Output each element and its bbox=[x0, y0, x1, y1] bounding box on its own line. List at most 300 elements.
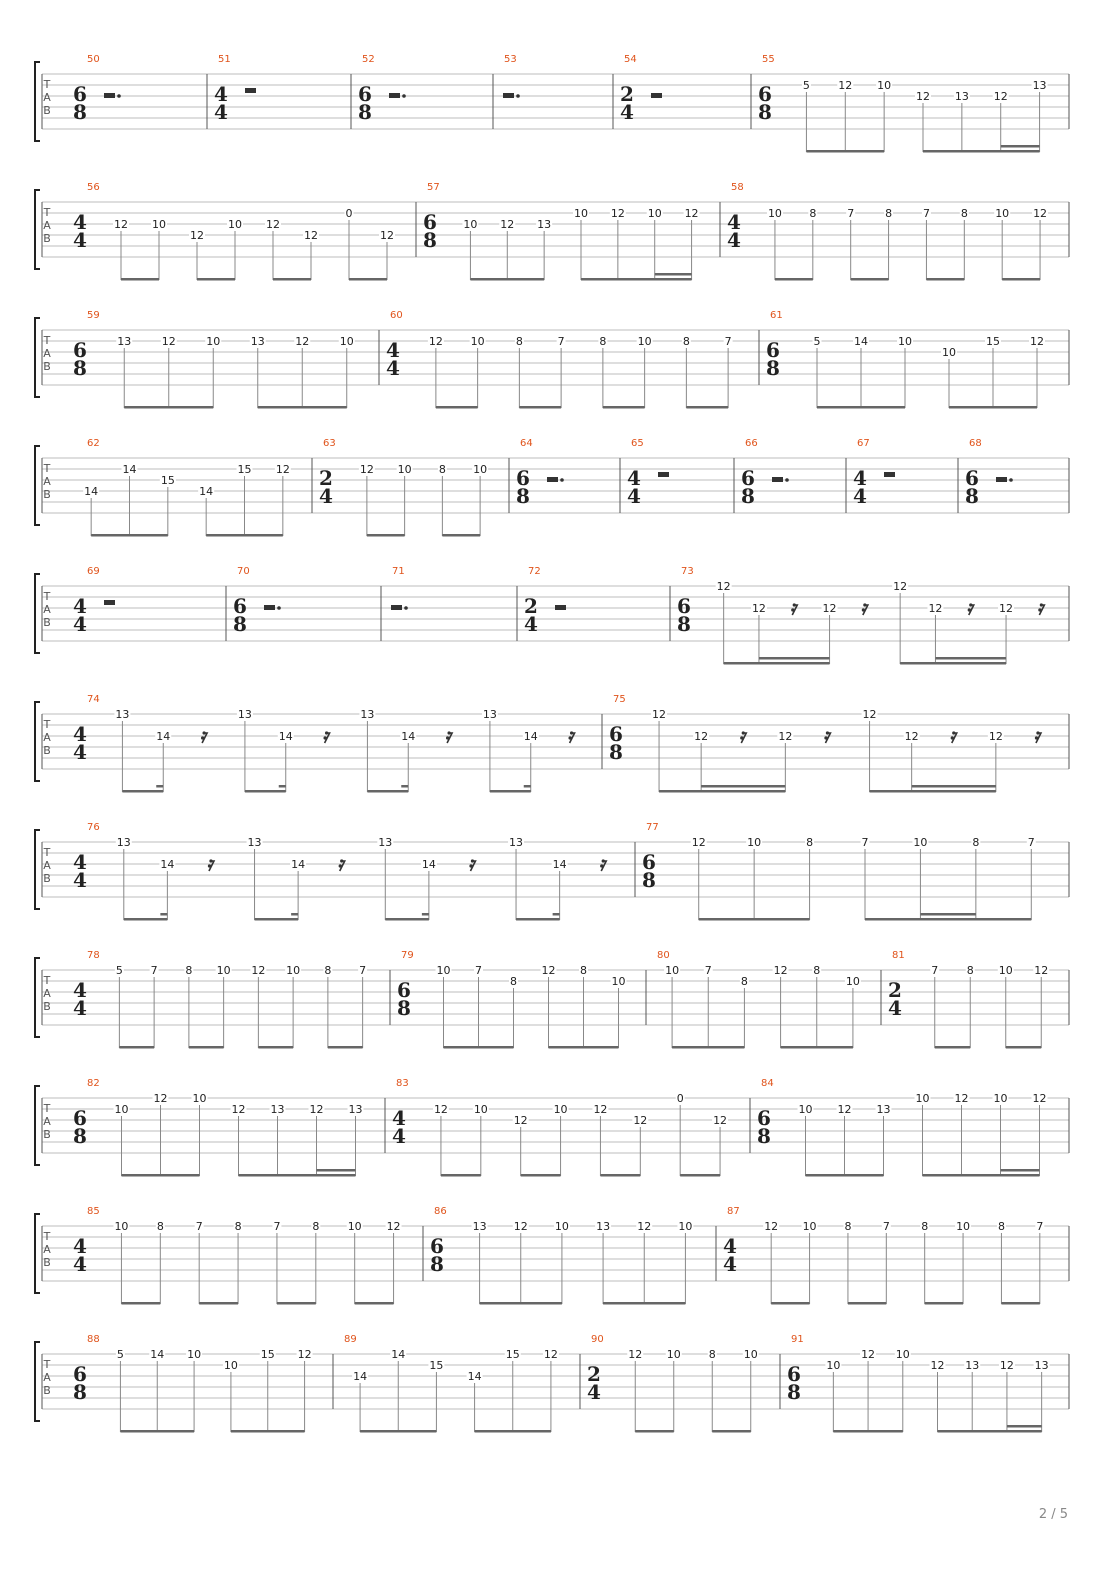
fret-number: 13 bbox=[1034, 1359, 1049, 1372]
tab-clef-letter: T bbox=[43, 1230, 51, 1243]
beam bbox=[470, 278, 544, 281]
rest-dot bbox=[277, 606, 281, 610]
beam bbox=[806, 1174, 884, 1177]
time-signature-numerator: 6 bbox=[423, 210, 437, 234]
sixteenth-rest-flag bbox=[968, 608, 971, 611]
sixteenth-rest-flag bbox=[446, 736, 449, 739]
tab-clef-letter: B bbox=[43, 616, 51, 629]
beam bbox=[949, 406, 1037, 409]
time-signature-denominator: 4 bbox=[73, 1252, 87, 1276]
fret-number: 10 bbox=[553, 1103, 568, 1116]
rest-dot bbox=[1009, 478, 1013, 482]
fret-number: 10 bbox=[942, 346, 956, 359]
fret-number: 14 bbox=[122, 463, 137, 476]
rest-dot bbox=[404, 606, 408, 610]
fret-number: 14 bbox=[150, 1348, 165, 1361]
fret-number: 12 bbox=[266, 218, 280, 231]
fret-number: 12 bbox=[543, 1348, 558, 1361]
measure-number: 85 bbox=[87, 1206, 100, 1217]
tab-clef-letter: A bbox=[43, 91, 51, 104]
tab-clef-letter: B bbox=[43, 104, 51, 117]
tab-clef-letter: T bbox=[43, 718, 51, 731]
tab-clef-letter: B bbox=[43, 1256, 51, 1269]
beam bbox=[122, 790, 163, 793]
fret-number: 12 bbox=[1030, 335, 1044, 348]
beam bbox=[900, 662, 1006, 665]
fret-number: 12 bbox=[993, 90, 1008, 103]
fret-number: 10 bbox=[223, 1359, 238, 1372]
fret-number: 14 bbox=[523, 730, 538, 743]
fret-number: 7 bbox=[882, 1220, 890, 1233]
tab-clef-letter: T bbox=[43, 206, 51, 219]
fret-number: 12 bbox=[380, 229, 394, 242]
fret-number: 10 bbox=[554, 1220, 569, 1233]
beam bbox=[360, 1430, 436, 1433]
system-bracket bbox=[35, 702, 40, 781]
fret-number: 10 bbox=[470, 335, 485, 348]
fret-number: 14 bbox=[401, 730, 416, 743]
sixteenth-rest-flag bbox=[740, 736, 743, 739]
sixteenth-rest-flag bbox=[863, 603, 866, 606]
time-signature-numerator: 4 bbox=[723, 1234, 737, 1258]
fret-number: 12 bbox=[386, 1220, 401, 1233]
tab-clef-letter: A bbox=[43, 731, 51, 744]
tab-clef-letter: A bbox=[43, 859, 51, 872]
fret-number: 10 bbox=[915, 1092, 930, 1105]
fret-number: 13 bbox=[965, 1359, 980, 1372]
beam bbox=[1001, 1169, 1040, 1172]
time-signature-denominator: 8 bbox=[787, 1380, 801, 1404]
beam bbox=[349, 278, 387, 281]
fret-number: 12 bbox=[628, 1348, 643, 1361]
fret-number: 10 bbox=[895, 1348, 910, 1361]
sixteenth-rest-flag bbox=[339, 864, 342, 867]
fret-number: 12 bbox=[652, 708, 667, 721]
fret-number: 7 bbox=[861, 836, 869, 849]
fret-number: 15 bbox=[505, 1348, 520, 1361]
fret-number: 10 bbox=[574, 207, 588, 220]
fret-number: 12 bbox=[862, 708, 877, 721]
fret-number: 8 bbox=[960, 207, 968, 220]
time-signature-denominator: 4 bbox=[727, 228, 741, 252]
time-signature-denominator: 8 bbox=[766, 356, 780, 380]
fret-number: 14 bbox=[278, 730, 293, 743]
time-signature-numerator: 6 bbox=[766, 338, 780, 362]
tab-clef-letter: T bbox=[43, 334, 51, 347]
half-rest bbox=[651, 93, 662, 98]
measure-number: 79 bbox=[401, 950, 414, 961]
system-bracket bbox=[35, 958, 40, 1037]
measure-number: 58 bbox=[731, 182, 744, 193]
beam bbox=[635, 1430, 674, 1433]
beam bbox=[581, 278, 692, 281]
beam-stub bbox=[160, 913, 167, 916]
fret-number: 14 bbox=[199, 485, 214, 498]
fret-number: 12 bbox=[610, 207, 625, 220]
fret-number: 8 bbox=[156, 1220, 164, 1233]
half-rest bbox=[772, 477, 783, 482]
fret-number: 10 bbox=[877, 79, 892, 92]
sixteenth-rest-flag bbox=[323, 736, 326, 739]
fret-number: 12 bbox=[433, 1103, 448, 1116]
fret-number: 14 bbox=[156, 730, 171, 743]
time-signature-numerator: 6 bbox=[758, 82, 772, 106]
beam bbox=[817, 406, 905, 409]
fret-number: 7 bbox=[557, 335, 565, 348]
tab-clef-letter: B bbox=[43, 488, 51, 501]
time-signature-numerator: 2 bbox=[888, 978, 902, 1002]
fret-number: 12 bbox=[778, 730, 793, 743]
beam bbox=[277, 1302, 316, 1305]
beam bbox=[926, 278, 964, 281]
measure-number: 71 bbox=[392, 566, 405, 577]
time-signature-numerator: 4 bbox=[627, 466, 641, 490]
fret-number: 14 bbox=[854, 335, 868, 348]
fret-number: 13 bbox=[954, 90, 969, 103]
fret-number: 12 bbox=[161, 335, 176, 348]
beam bbox=[1002, 278, 1040, 281]
fret-number: 10 bbox=[339, 335, 354, 348]
time-signature-numerator: 2 bbox=[620, 82, 634, 106]
sixteenth-rest-flag bbox=[469, 864, 472, 867]
tab-clef-letter: A bbox=[43, 475, 51, 488]
fret-number: 12 bbox=[231, 1103, 246, 1116]
measure-number: 65 bbox=[631, 438, 644, 449]
fret-number: 10 bbox=[216, 964, 231, 977]
tab-clef-letter: T bbox=[43, 974, 51, 987]
beam bbox=[603, 406, 645, 409]
fret-number: 14 bbox=[421, 858, 436, 871]
time-signature-denominator: 8 bbox=[609, 740, 623, 764]
rest-dot bbox=[402, 94, 406, 98]
fret-number: 12 bbox=[500, 218, 515, 231]
beam bbox=[600, 1174, 640, 1177]
fret-number: 8 bbox=[809, 207, 817, 220]
beam-stub bbox=[279, 785, 286, 788]
beam bbox=[121, 278, 159, 281]
sixteenth-rest-flag bbox=[447, 731, 450, 734]
fret-number: 5 bbox=[115, 964, 123, 977]
system-bracket bbox=[35, 446, 40, 525]
fret-number: 12 bbox=[1034, 964, 1049, 977]
whole-rest bbox=[245, 88, 256, 93]
fret-number: 15 bbox=[429, 1359, 444, 1372]
fret-number: 7 bbox=[475, 964, 482, 977]
time-signature-denominator: 4 bbox=[723, 1252, 737, 1276]
beam bbox=[781, 1046, 853, 1049]
fret-number: 12 bbox=[359, 463, 374, 476]
fret-number: 12 bbox=[114, 218, 128, 231]
fret-number: 8 bbox=[740, 975, 748, 988]
fret-number: 13 bbox=[509, 836, 524, 849]
fret-number: 10 bbox=[152, 218, 166, 231]
time-signature-numerator: 4 bbox=[853, 466, 867, 490]
time-signature-numerator: 4 bbox=[727, 210, 741, 234]
fret-number: 10 bbox=[747, 836, 762, 849]
beam bbox=[231, 1430, 305, 1433]
beam bbox=[938, 1430, 1042, 1433]
fret-number: 12 bbox=[275, 463, 290, 476]
beam bbox=[385, 918, 429, 921]
measure-number: 67 bbox=[857, 438, 870, 449]
time-signature-denominator: 8 bbox=[73, 1124, 87, 1148]
time-signature-numerator: 6 bbox=[516, 466, 530, 490]
fret-number: 7 bbox=[724, 335, 732, 348]
beam-stub bbox=[553, 913, 560, 916]
sixteenth-rest-flag bbox=[862, 608, 865, 611]
tab-clef-letter: T bbox=[43, 1102, 51, 1115]
fret-number: 10 bbox=[187, 1348, 202, 1361]
beam bbox=[923, 1174, 1040, 1177]
measure-number: 86 bbox=[434, 1206, 447, 1217]
beam bbox=[848, 1302, 886, 1305]
system-bracket bbox=[35, 62, 40, 141]
beam bbox=[1007, 1425, 1042, 1428]
fret-number: 5 bbox=[802, 79, 810, 92]
fret-number: 7 bbox=[1036, 1220, 1044, 1233]
measure-number: 73 bbox=[681, 566, 694, 577]
beam bbox=[833, 1430, 902, 1433]
measure-number: 63 bbox=[323, 438, 336, 449]
fret-number: 8 bbox=[806, 836, 814, 849]
measure-number: 80 bbox=[657, 950, 670, 961]
fret-number: 0 bbox=[676, 1092, 684, 1105]
fret-number: 10 bbox=[228, 218, 242, 231]
fret-number: 8 bbox=[966, 964, 974, 977]
fret-number: 8 bbox=[185, 964, 193, 977]
beam bbox=[91, 534, 168, 537]
sixteenth-rest-flag bbox=[826, 731, 829, 734]
fret-number: 8 bbox=[312, 1220, 320, 1233]
beam bbox=[122, 1174, 200, 1177]
sixteenth-rest-flag bbox=[568, 736, 571, 739]
tab-clef-letter: B bbox=[43, 360, 51, 373]
fret-number: 7 bbox=[359, 964, 367, 977]
fret-number: 12 bbox=[893, 580, 908, 593]
measure-number: 82 bbox=[87, 1078, 100, 1089]
measure-number: 72 bbox=[528, 566, 541, 577]
fret-number: 10 bbox=[898, 335, 912, 348]
tab-clef-letter: T bbox=[43, 462, 51, 475]
beam bbox=[367, 534, 405, 537]
measure-number: 53 bbox=[504, 54, 517, 65]
fret-number: 7 bbox=[931, 964, 939, 977]
time-signature-denominator: 4 bbox=[73, 740, 87, 764]
fret-number: 12 bbox=[153, 1092, 168, 1105]
beam bbox=[119, 1046, 154, 1049]
fret-number: 5 bbox=[116, 1348, 124, 1361]
fret-number: 8 bbox=[844, 1220, 852, 1233]
time-signature-numerator: 6 bbox=[73, 338, 87, 362]
fret-number: 12 bbox=[513, 1114, 528, 1127]
fret-number: 13 bbox=[115, 708, 130, 721]
beam bbox=[724, 662, 830, 665]
time-signature-numerator: 2 bbox=[587, 1362, 601, 1386]
beam bbox=[920, 913, 975, 916]
time-signature-numerator: 6 bbox=[757, 1106, 771, 1130]
fret-number: 10 bbox=[637, 335, 652, 348]
fret-number: 13 bbox=[116, 836, 131, 849]
beam bbox=[206, 534, 283, 537]
beam bbox=[317, 1169, 356, 1172]
beam bbox=[701, 785, 785, 788]
beam bbox=[923, 150, 1040, 153]
fret-number: 10 bbox=[286, 964, 301, 977]
beam bbox=[255, 918, 299, 921]
beam bbox=[436, 406, 478, 409]
fret-number: 8 bbox=[580, 964, 587, 977]
measure-number: 55 bbox=[762, 54, 775, 65]
beam-stub bbox=[422, 913, 429, 916]
beam bbox=[239, 1174, 356, 1177]
time-signature-numerator: 6 bbox=[787, 1362, 801, 1386]
time-signature-denominator: 4 bbox=[319, 484, 333, 508]
fret-number: 8 bbox=[234, 1220, 242, 1233]
fret-number: 7 bbox=[922, 207, 930, 220]
time-signature-numerator: 6 bbox=[642, 850, 656, 874]
fret-number: 10 bbox=[192, 1092, 207, 1105]
fret-number: 7 bbox=[1027, 836, 1035, 849]
beam bbox=[367, 790, 408, 793]
fret-number: 10 bbox=[995, 207, 1010, 220]
half-rest bbox=[996, 477, 1007, 482]
sixteenth-rest-flag bbox=[1036, 731, 1039, 734]
time-signature-denominator: 8 bbox=[233, 612, 247, 636]
fret-number: 12 bbox=[309, 1103, 324, 1116]
sixteenth-rest-flag bbox=[325, 731, 328, 734]
fret-number: 13 bbox=[1032, 79, 1047, 92]
sixteenth-rest-flag bbox=[471, 859, 474, 862]
fret-number: 8 bbox=[813, 964, 821, 977]
fret-number: 12 bbox=[593, 1103, 608, 1116]
fret-number: 8 bbox=[438, 463, 446, 476]
fret-number: 12 bbox=[999, 1359, 1014, 1372]
tab-clef-letter: A bbox=[43, 347, 51, 360]
half-rest bbox=[389, 93, 400, 98]
measure-number: 90 bbox=[591, 1334, 604, 1345]
measure-number: 57 bbox=[427, 182, 440, 193]
time-signature-denominator: 8 bbox=[397, 996, 411, 1020]
tab-clef-letter: B bbox=[43, 872, 51, 885]
fret-number: 12 bbox=[251, 964, 266, 977]
fret-number: 12 bbox=[954, 1092, 969, 1105]
time-signature-numerator: 6 bbox=[73, 82, 87, 106]
measure-number: 68 bbox=[969, 438, 982, 449]
fret-number: 10 bbox=[397, 463, 412, 476]
fret-number: 8 bbox=[510, 975, 517, 988]
measure-number: 61 bbox=[770, 310, 783, 321]
measure-number: 50 bbox=[87, 54, 100, 65]
beam bbox=[655, 273, 692, 276]
fret-number: 10 bbox=[678, 1220, 693, 1233]
time-signature-numerator: 6 bbox=[677, 594, 691, 618]
fret-number: 12 bbox=[999, 602, 1014, 615]
measure-number: 76 bbox=[87, 822, 100, 833]
time-signature-denominator: 8 bbox=[423, 228, 437, 252]
fret-number: 7 bbox=[847, 207, 855, 220]
beam bbox=[775, 278, 813, 281]
beam bbox=[355, 1302, 394, 1305]
fret-number: 13 bbox=[482, 708, 497, 721]
time-signature-denominator: 4 bbox=[73, 228, 87, 252]
measure-number: 87 bbox=[727, 1206, 740, 1217]
beam bbox=[851, 278, 889, 281]
time-signature-numerator: 6 bbox=[233, 594, 247, 618]
fret-number: 12 bbox=[541, 964, 556, 977]
rest-dot bbox=[516, 94, 520, 98]
beam bbox=[121, 1302, 160, 1305]
time-signature-denominator: 4 bbox=[73, 868, 87, 892]
sixteenth-rest-flag bbox=[1038, 608, 1041, 611]
beam bbox=[1001, 1302, 1039, 1305]
beam bbox=[680, 1174, 720, 1177]
fret-number: 10 bbox=[114, 1103, 129, 1116]
time-signature-denominator: 8 bbox=[965, 484, 979, 508]
beam-stub bbox=[291, 913, 298, 916]
fret-number: 8 bbox=[997, 1220, 1005, 1233]
beam-stub bbox=[401, 785, 408, 788]
fret-number: 8 bbox=[885, 207, 893, 220]
time-signature-denominator: 4 bbox=[73, 996, 87, 1020]
measure-number: 88 bbox=[87, 1334, 100, 1345]
fret-number: 13 bbox=[250, 335, 265, 348]
fret-number: 14 bbox=[291, 858, 306, 871]
fret-number: 12 bbox=[513, 1220, 528, 1233]
system-bracket bbox=[35, 190, 40, 269]
measure-number: 89 bbox=[344, 1334, 357, 1345]
fret-number: 12 bbox=[751, 602, 766, 615]
beam bbox=[516, 918, 560, 921]
half-rest bbox=[104, 93, 115, 98]
fret-number: 12 bbox=[930, 1359, 945, 1372]
time-signature-denominator: 8 bbox=[73, 1380, 87, 1404]
sixteenth-rest-flag bbox=[570, 731, 573, 734]
fret-number: 12 bbox=[684, 207, 699, 220]
beam bbox=[441, 1174, 481, 1177]
beam bbox=[549, 1046, 619, 1049]
beam bbox=[1001, 145, 1040, 148]
system-bracket bbox=[35, 318, 40, 397]
sixteenth-rest-flag bbox=[791, 608, 794, 611]
fret-number: 10 bbox=[956, 1220, 971, 1233]
sixteenth-rest-flag bbox=[208, 864, 211, 867]
tab-clef-letter: A bbox=[43, 1371, 51, 1384]
time-signature-denominator: 8 bbox=[73, 100, 87, 124]
fret-number: 8 bbox=[972, 836, 980, 849]
measure-number: 74 bbox=[87, 694, 100, 705]
fret-number: 12 bbox=[304, 229, 318, 242]
fret-number: 10 bbox=[463, 218, 478, 231]
beam bbox=[475, 1430, 551, 1433]
time-signature-denominator: 8 bbox=[741, 484, 755, 508]
fret-number: 15 bbox=[160, 474, 175, 487]
measure-number: 81 bbox=[892, 950, 905, 961]
beam bbox=[865, 918, 1031, 921]
tab-clef-letter: B bbox=[43, 1000, 51, 1013]
fret-number: 8 bbox=[921, 1220, 929, 1233]
sixteenth-rest-flag bbox=[969, 603, 972, 606]
time-signature-numerator: 4 bbox=[214, 82, 228, 106]
fret-number: 12 bbox=[928, 602, 943, 615]
fret-number: 13 bbox=[360, 708, 375, 721]
measure-number: 91 bbox=[791, 1334, 804, 1345]
tab-clef-letter: B bbox=[43, 1384, 51, 1397]
fret-number: 10 bbox=[845, 975, 860, 988]
fret-number: 8 bbox=[515, 335, 523, 348]
fret-number: 8 bbox=[599, 335, 607, 348]
sixteenth-rest-flag bbox=[1035, 736, 1038, 739]
fret-number: 14 bbox=[84, 485, 99, 498]
